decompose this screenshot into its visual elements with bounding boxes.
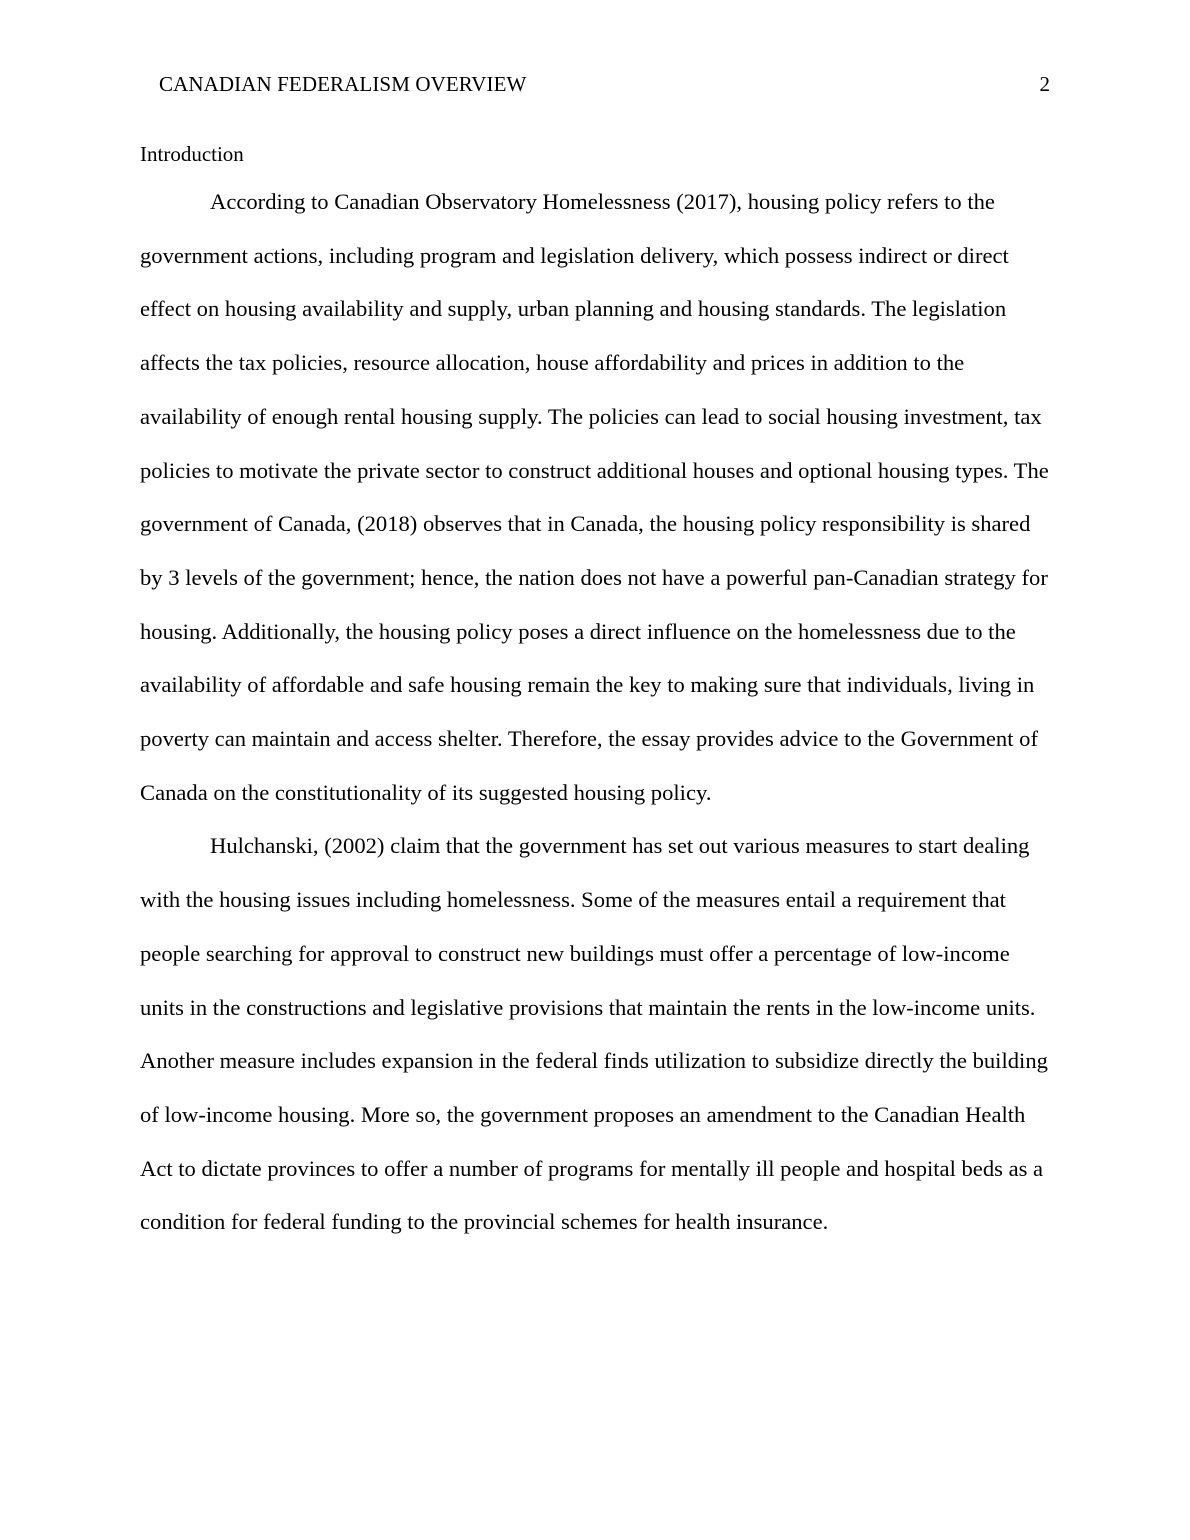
- paragraph-1: According to Canadian Observatory Homelessness (2017), housing policy refers to the government actions, including program and legislation delivery, which possess indirect or direct effect on housing availability and supply, urban planning and housing standards. The legislation affects the tax policies, resource allocation, house affordability and prices in addition to the availability of enough rental housing supply. The policies can lead to social housing investment, tax policies to motivate the private sector to construct additional houses and optional housing types. The government of Canada, (2018) observes that in Canada, the housing policy responsibility is shared by 3 levels of the government; hence, the nation does not have a powerful pan-Canadian strategy for housing. Additionally, the housing policy poses a direct influence on the homelessness due to the availability of affordable and safe housing remain the key to making sure that individuals, living in poverty can maintain and access shelter. Therefore, the essay provides advice to the Government of Canada on the constitutionality of its suggested housing policy.: [140, 189, 1049, 805]
- paragraph-2: Hulchanski, (2002) claim that the government has set out various measures to start dealing with the housing issues including homelessness. Some of the measures entail a requirement that people searching for approval to construct new buildings must offer a percentage of low-income units in the constructions and legislative provisions that maintain the rents in the low-income units. Another measure includes expansion in the federal finds utilization to subsidize directly the building of low-income housing. More so, the government proposes an amendment to the Canadian Health Act to dictate provinces to offer a number of programs for mentally ill people and hospital beds as a condition for federal funding to the provincial schemes for health insurance.: [140, 833, 1048, 1235]
- page-number: 2: [1039, 72, 1050, 96]
- running-head: CANADIAN FEDERALISM OVERVIEW: [159, 72, 527, 96]
- body-text: [140, 175, 1052, 1249]
- section-heading: Introduction: [140, 142, 244, 166]
